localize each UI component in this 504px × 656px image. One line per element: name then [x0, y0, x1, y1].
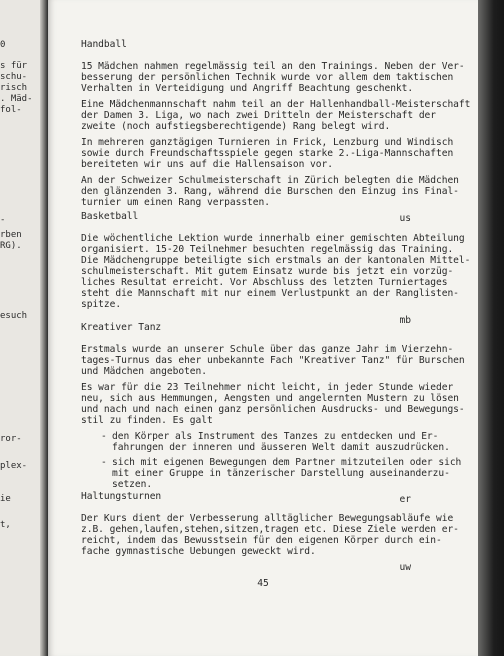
text-line: turnier um einen Rang verpassten.	[81, 197, 270, 208]
left-page-fragment: RG).	[0, 241, 22, 251]
author-initials: mb	[399, 315, 411, 326]
text-line: stil zu finden. Es galt	[81, 415, 213, 426]
bullet-dash: -	[101, 457, 107, 468]
text-line: Es war für die 23 Teilnehmer nicht leicht, in jeder Stunde wieder	[81, 382, 454, 393]
text-line: Der Kurs dient der Verbesserung alltäglicher Bewegungsabläufe wie	[81, 513, 454, 524]
bullet-dash: -	[101, 431, 107, 442]
paragraph	[81, 382, 476, 426]
section	[81, 322, 476, 505]
left-page-fragment: . Mäd-	[0, 94, 33, 104]
text-line: mit einer Gruppe in tänzerischer Darstellung auseinanderzu-	[112, 468, 450, 479]
left-page-fragment: risch	[0, 83, 28, 93]
text-line: tages-Turnus das eher unbekannte Fach "Kreativer Tanz" für Burschen	[81, 355, 465, 366]
author-initials: er	[399, 494, 411, 505]
text-line: den Körper als Instrument des Tanzes zu entdecken und Er-	[112, 431, 439, 442]
section	[81, 491, 476, 573]
left-page-fragment: ie	[0, 494, 11, 504]
text-line: Verhalten in Verteidigung und Angriff Beachtung geschenkt.	[81, 83, 414, 94]
paragraph	[81, 99, 476, 132]
text-line: steht die Mannschaft mit nur einem Verlustpunkt an der Ranglisten-	[81, 288, 459, 299]
paragraph	[81, 513, 476, 557]
text-line: zweite (noch aufstiegsberechtigende) Rang belegt wird.	[81, 121, 391, 132]
text-line: In mehreren ganztägigen Turnieren in Frick, Lenzburg und Windisch	[81, 137, 454, 148]
text-line: Eine Mädchenmannschaft nahm teil an der Hallenhandball-Meisterschaft	[81, 99, 471, 110]
text-line: z.B. gehen,laufen,stehen,sitzen,tragen etc. Diese Ziele werden er-	[81, 524, 459, 535]
text-line: spitze.	[81, 299, 122, 310]
text-line: fache gymnastische Uebungen geweckt wird.	[81, 546, 316, 557]
left-page-fragment: fol-	[0, 105, 22, 115]
paragraph	[81, 344, 476, 377]
text-line: 15 Mädchen nahmen regelmässig teil an den Trainings. Neben der Ver-	[81, 61, 465, 72]
text-line: und nach und nach einen ganz persönlichen Ausdrucks- und Bewegungs-	[81, 404, 465, 415]
left-facing-page	[0, 0, 44, 656]
left-page-fragment: esuch	[0, 311, 28, 321]
section	[81, 39, 476, 224]
left-page-fragment: -	[0, 215, 6, 225]
text-line: fahrungen der inneren und äusseren Welt damit auszudrücken.	[112, 442, 450, 453]
text-line: den glänzenden 3. Rang, während die Burschen den Einzug ins Final-	[81, 186, 459, 197]
page-number: 45	[257, 578, 269, 589]
bullet-item	[81, 431, 476, 453]
left-page-fragment: schu-	[0, 72, 28, 82]
text-line: sich mit eigenen Bewegungen dem Partner mitzuteilen oder sich	[112, 457, 462, 468]
text-line: Erstmals wurde an unserer Schule über das ganze Jahr im Vierzehn-	[81, 344, 454, 355]
author-initials: us	[399, 213, 411, 224]
left-page-fragment: ror-	[0, 434, 22, 444]
text-line: schulmeisterschaft. Mit gutem Einsatz wurde bis jetzt ein vorzüg-	[81, 266, 454, 277]
left-page-fragment: t,	[0, 520, 11, 530]
left-page-fragment: plex-	[0, 461, 28, 471]
section	[81, 211, 476, 326]
text-line: Die wöchentliche Lektion wurde innerhalb einer gemischten Abteilung	[81, 233, 465, 244]
book-gutter	[40, 0, 48, 656]
scan-background-edge	[478, 0, 504, 656]
text-line: setzen.	[112, 479, 153, 490]
section-heading: Basketball	[81, 211, 139, 222]
paragraph	[81, 61, 476, 94]
section-heading: Kreativer Tanz	[81, 322, 162, 333]
left-page-fragment: s für	[0, 61, 28, 71]
text-line: reicht, indem das Bewusstsein für den eigenen Körper durch ein-	[81, 535, 442, 546]
text-line: der Damen 3. Liga, wo nach zwei Dritteln der Meisterschaft der	[81, 110, 437, 121]
left-page-fragment: 0	[0, 40, 6, 50]
text-line: Die Mädchengruppe beteiligte sich erstmals an der kantonalen Mittel-	[81, 255, 471, 266]
text-line: liches Resultat erreicht. Vor Abschluss des letzten Turniertages	[81, 277, 448, 288]
text-line: und Mädchen angeboten.	[81, 366, 207, 377]
text-line: sowie durch Freundschaftsspiele gegen starke 2.-Liga-Mannschaften	[81, 148, 454, 159]
paragraph	[81, 175, 476, 208]
paragraph	[81, 137, 476, 170]
text-line: besserung der persönlichen Technik wurde vor allem dem taktischen	[81, 72, 454, 83]
document-page	[48, 0, 478, 656]
section-heading: Haltungsturnen	[81, 491, 162, 502]
author-initials: uw	[399, 562, 411, 573]
section-heading: Handball	[81, 39, 127, 50]
left-page-fragment: rben	[0, 230, 22, 240]
text-line: neu, sich aus Hemmungen, Aengsten und angelernten Mustern zu lösen	[81, 393, 459, 404]
text-line: An der Schweizer Schulmeisterschaft in Zürich belegten die Mädchen	[81, 175, 459, 186]
text-line: organisiert. 15-20 Teilnehmer besuchten regelmässig das Training.	[81, 244, 454, 255]
text-line: bereiteten wir uns auf die Hallensaison vor.	[81, 159, 333, 170]
bullet-item	[81, 457, 476, 490]
paragraph	[81, 233, 476, 310]
